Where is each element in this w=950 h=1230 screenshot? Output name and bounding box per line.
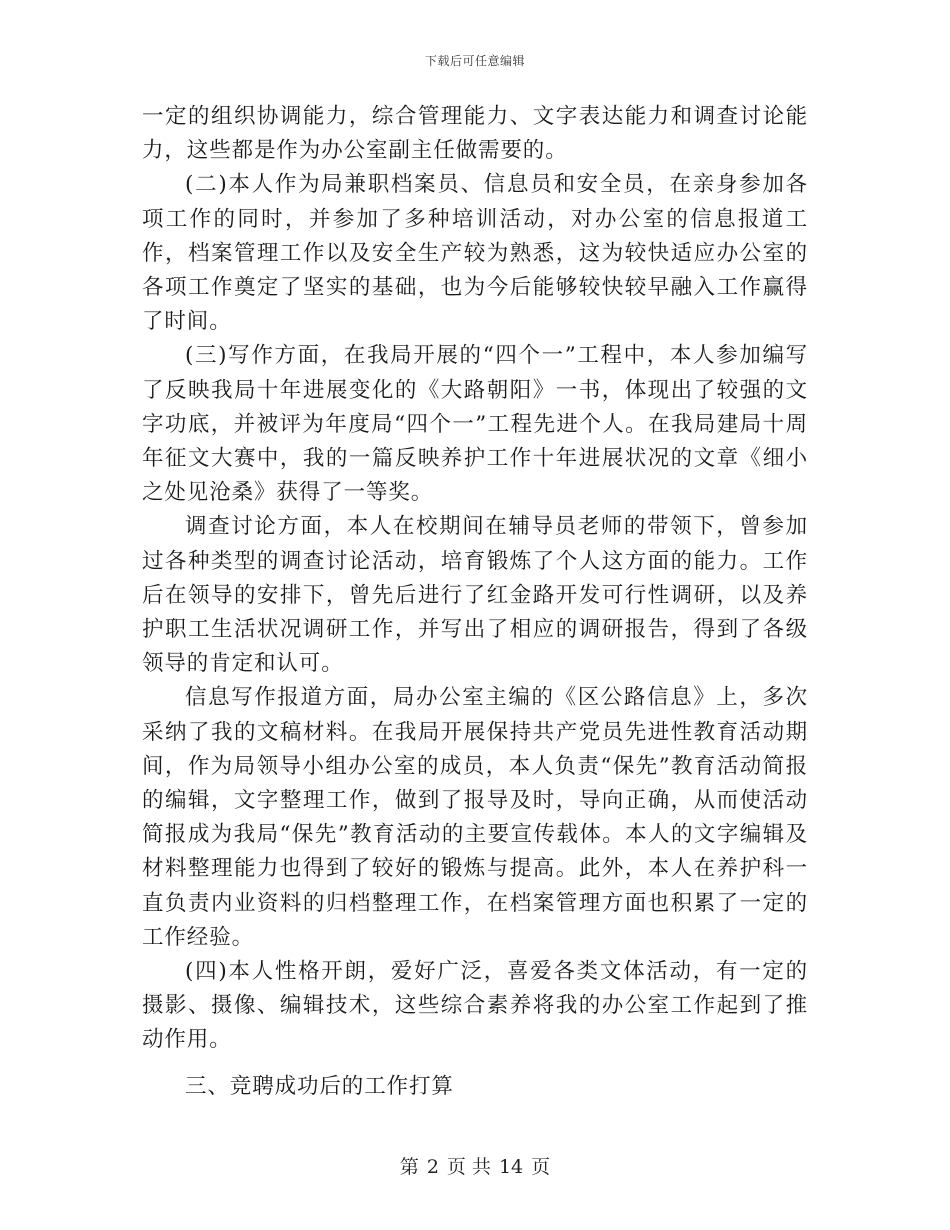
paragraph-item-3: (三)写作方面，在我局开展的“四个一”工程中，本人参加编写了反映我局十年进展变化的《大路朝阳》一书，体现出了较强的文字功底，并被评为年度局“四个一”工程先进个人。在我局建局十周年征文大赛中，我的一篇反映养护工作十年进展状况的文章《细小之处见沧桑》获得了一等奖。: [142, 343, 808, 506]
paragraph-info-writing: 信息写作报道方面，局办公室主编的《区公路信息》上，多次采纳了我的文稿材料。在我局开展保持共产党员先进性教育活动期间，作为局领导小组办公室的成员，本人负责“保先”教育活动简报的编辑，文字整理工作，做到了报导及时，导向正确，从而使活动简报成为我局“保先”教育活动的主要宣传载体。本人的文字编辑及材料整理能力也得到了较好的锻炼与提高。此外，本人在养护科一直负责内业资料的归档整理工作，在档案管理方面也积累了一定的工作经验。: [142, 685, 808, 950]
paragraph-item-2: (二)本人作为局兼职档案员、信息员和安全员，在亲身参加各项工作的同时，并参加了多种培训活动，对办公室的信息报道工作，档案管理工作以及安全生产较为熟悉，这为较快适应办公室的各项工作奠定了坚实的基础，也为今后能够较快较早融入工作赢得了时间。: [142, 172, 808, 335]
paragraph-item-4: (四)本人性格开朗，爱好广泛，喜爱各类文体活动，有一定的摄影、摄像、编辑技术，这些综合素养将我的办公室工作起到了推动作用。: [142, 959, 808, 1053]
document-body: [142, 100, 808, 1104]
footer-suffix: 页: [531, 1156, 551, 1178]
footer-prefix: 第: [399, 1156, 419, 1178]
page-footer: [0, 1152, 950, 1179]
paragraph-continuation: 一定的组织协调能力，综合管理能力、文字表达能力和调查讨论能力，这些都是作为办公室副主任做需要的。: [142, 104, 808, 164]
section-heading: 三、竞聘成功后的工作打算: [185, 1073, 454, 1099]
page-header: 下载后可任意编辑: [424, 54, 525, 68]
paragraph-research: 调查讨论方面，本人在校期间在辅导员老师的带领下，曾参加过各种类型的调查讨论活动，培育锻炼了个人这方面的能力。工作后在领导的安排下，曾先后进行了红金路开发可行性调研，以及养护职工生活状况调研工作，并写出了相应的调研报告，得到了各级领导的肯定和认可。: [142, 514, 808, 677]
footer-mid: 页 共: [446, 1156, 491, 1178]
footer-total-pages: 14: [498, 1156, 524, 1178]
footer-page-number: 2: [426, 1156, 439, 1178]
